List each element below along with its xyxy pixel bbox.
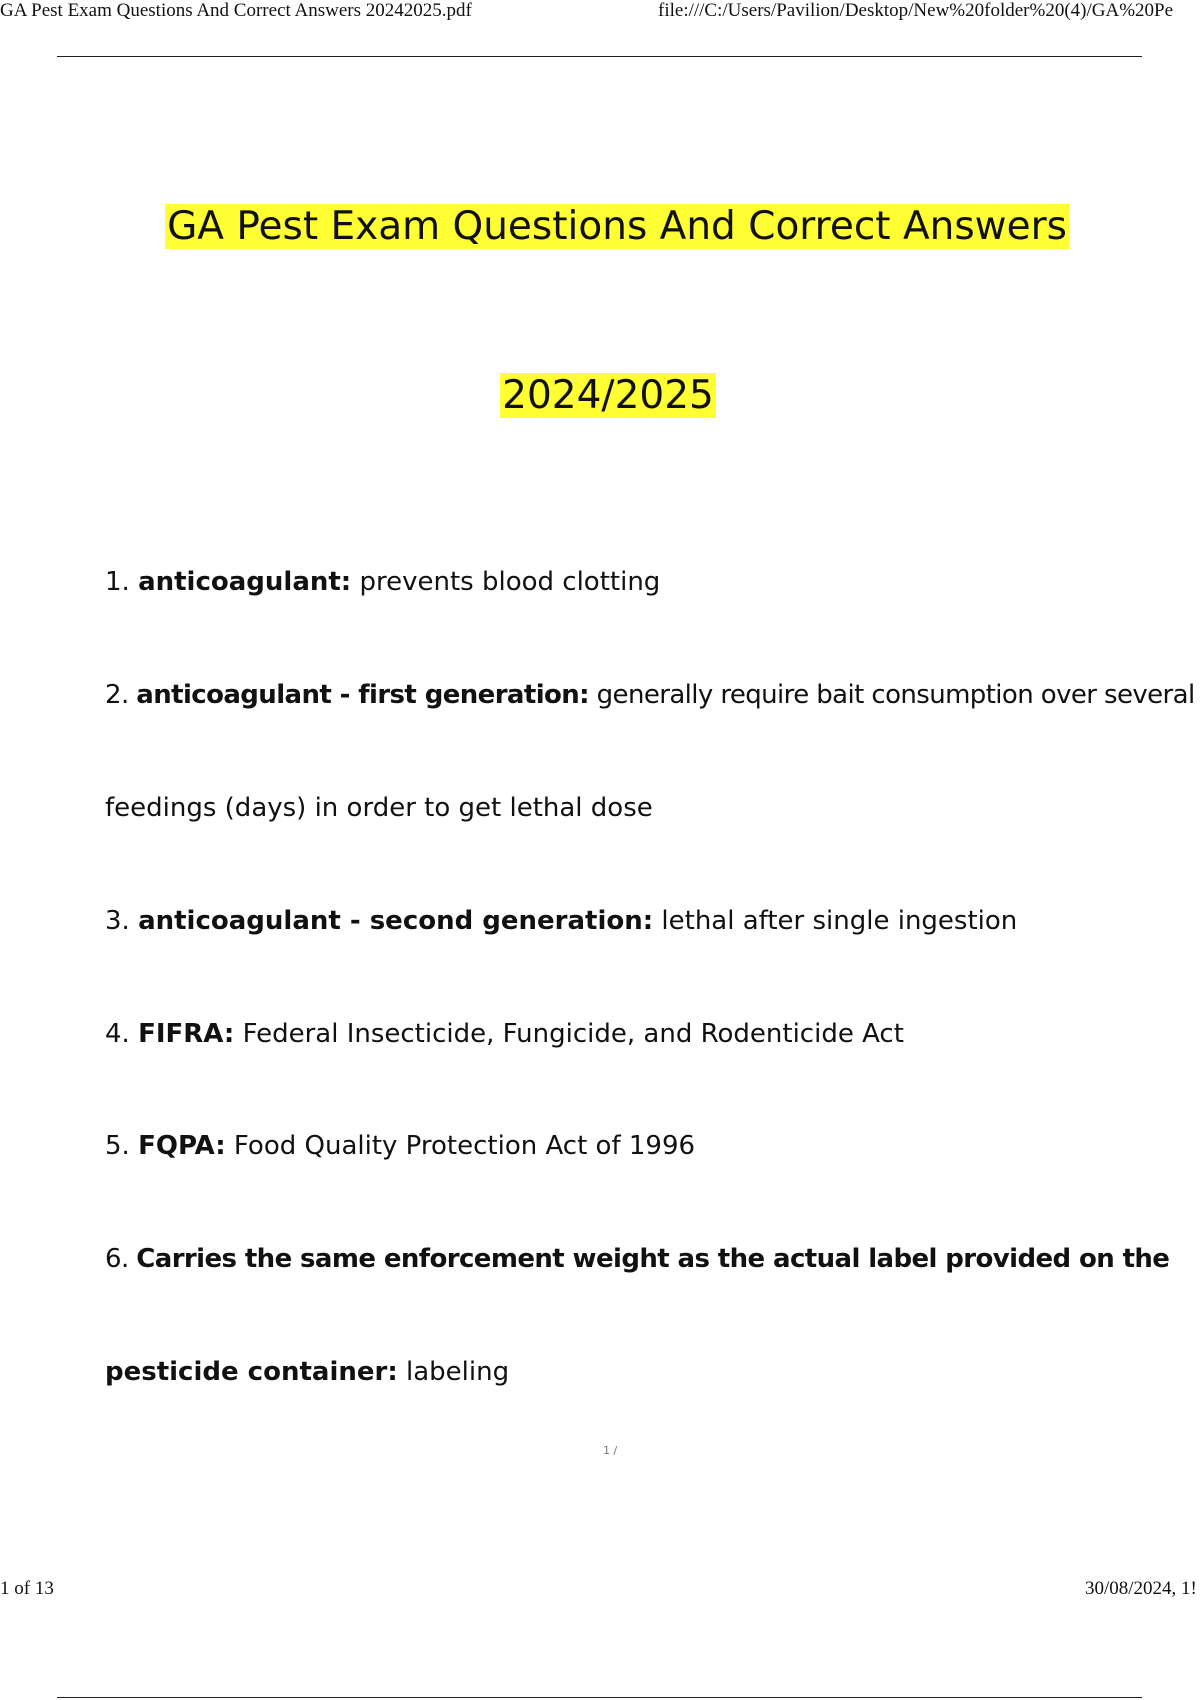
- item-number: 1.: [105, 567, 130, 597]
- list-item-4: [105, 1019, 904, 1049]
- list-item-5: [105, 1131, 695, 1161]
- list-item-3: [105, 906, 1017, 936]
- item-number: 5.: [105, 1131, 130, 1161]
- document-title: [0, 198, 1200, 255]
- item-answer: Federal Insecticide, Fungicide, and Rodenticide Act: [242, 1019, 904, 1049]
- item-term: FIFRA:: [138, 1019, 235, 1049]
- item-term: anticoagulant - second generation:: [138, 906, 654, 936]
- page-marker: 1 /: [603, 1444, 618, 1457]
- item-number: 4.: [105, 1019, 130, 1049]
- item-number: 2.: [105, 680, 129, 710]
- item-answer: prevents blood clotting: [359, 567, 661, 597]
- list-item-1: [105, 567, 660, 597]
- document-subtitle: [0, 367, 1200, 424]
- list-item-2: [105, 680, 1195, 710]
- print-header-filename: GA Pest Exam Questions And Correct Answers 20242025.pdf: [0, 0, 472, 21]
- item-term-continuation: pesticide container:: [105, 1357, 398, 1387]
- item-number: 6.: [105, 1244, 129, 1274]
- item-answer: generally require bait consumption over several: [596, 680, 1195, 710]
- print-footer-date: 30/08/2024, 1!: [1085, 1578, 1197, 1599]
- title-highlight-line1: GA Pest Exam Questions And Correct Answers: [167, 204, 1067, 249]
- title-highlight-line2: 2024/2025: [502, 373, 714, 418]
- item-answer: Food Quality Protection Act of 1996: [233, 1131, 696, 1161]
- list-item-6-continuation: [105, 1357, 509, 1387]
- list-item-2-continuation: [105, 793, 653, 823]
- item-term: Carries the same enforcement weight as the actual label provided on the: [136, 1244, 1170, 1274]
- header-divider: [57, 56, 1142, 57]
- list-item-6: [105, 1244, 1169, 1274]
- item-answer: labeling: [405, 1357, 510, 1387]
- print-header-url: file:///C:/Users/Pavilion/Desktop/New%20folder%20(4)/GA%20Pe: [658, 0, 1174, 21]
- item-answer-continuation: feedings (days) in order to get lethal dose: [105, 793, 653, 823]
- item-term: FQPA:: [138, 1131, 226, 1161]
- print-footer-page-count: 1 of 13: [0, 1578, 54, 1599]
- item-term: anticoagulant - first generation:: [136, 680, 589, 710]
- item-number: 3.: [105, 906, 130, 936]
- item-answer: lethal after single ingestion: [661, 906, 1018, 936]
- footer-divider: [57, 1697, 1142, 1698]
- item-term: anticoagulant:: [138, 567, 352, 597]
